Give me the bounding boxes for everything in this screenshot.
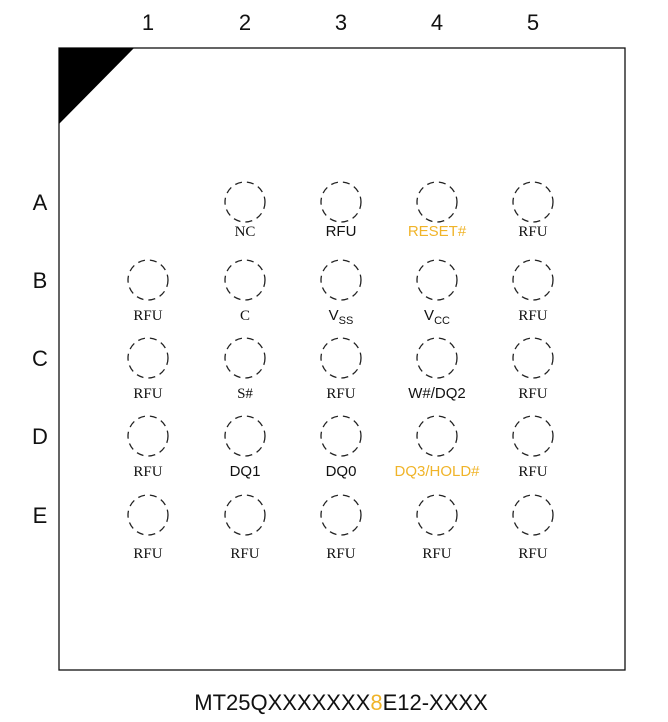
ball-label-text: RFU bbox=[422, 546, 452, 562]
ball-label-b5 bbox=[518, 308, 547, 324]
part-number-highlight: 8 bbox=[370, 690, 383, 715]
row-header-b: B bbox=[32, 268, 48, 293]
ball-label-b2 bbox=[240, 308, 250, 324]
row-header-e: E bbox=[32, 503, 48, 528]
ball-label-d5 bbox=[518, 464, 547, 480]
ball-label-text: RFU bbox=[133, 308, 163, 324]
column-headers bbox=[142, 10, 539, 35]
ball-label-text: RFU bbox=[518, 546, 548, 562]
column-header-5: 5 bbox=[526, 10, 540, 35]
ball-label-c2 bbox=[237, 386, 253, 402]
ball-label-subscript: SS bbox=[338, 315, 354, 327]
ball-label-text: C bbox=[239, 308, 251, 324]
row-header-d: D bbox=[32, 424, 48, 449]
ball-label-text: RFU bbox=[518, 224, 548, 240]
ball-label-d3 bbox=[326, 463, 357, 480]
ball-label-subscript: CC bbox=[434, 315, 450, 327]
ball-label-c4 bbox=[408, 385, 466, 402]
ball-label-text: RFU bbox=[326, 386, 356, 402]
ball-label-b1 bbox=[133, 308, 162, 324]
part-number-suffix: E12-XXXX bbox=[382, 690, 488, 715]
row-headers bbox=[32, 190, 48, 528]
ball-label-text: S# bbox=[237, 386, 253, 402]
ball-label-text: RFU bbox=[518, 308, 548, 324]
ball-label-text: RFU bbox=[518, 386, 548, 402]
ball-label-d4 bbox=[394, 463, 480, 480]
ball-label-e4 bbox=[422, 546, 451, 562]
ball-label-text: DQ0 bbox=[325, 463, 357, 480]
ball-label-text: RFU bbox=[133, 386, 163, 402]
ball-label-text: DQ3/HOLD# bbox=[394, 463, 480, 480]
ball-label-text: RESET# bbox=[407, 223, 467, 240]
ball-label-c3 bbox=[326, 386, 355, 402]
ball-label-text: RFU bbox=[133, 464, 163, 480]
package-outline bbox=[59, 48, 625, 670]
ball-label-text: RFU bbox=[230, 546, 260, 562]
ball-label-text: RFU bbox=[133, 546, 163, 562]
column-header-4: 4 bbox=[430, 10, 444, 35]
ball-label-text: DQ1 bbox=[229, 463, 261, 480]
ball-label-e3 bbox=[326, 546, 355, 562]
ball-label-text: RFU bbox=[518, 464, 548, 480]
ball-label-text: RFU bbox=[325, 223, 357, 240]
ball-label-text: W#/DQ2 bbox=[408, 385, 466, 402]
part-number-prefix: MT25QXXXXXXX bbox=[194, 690, 371, 715]
ball-label-e5 bbox=[518, 546, 547, 562]
part-number bbox=[194, 690, 488, 715]
ball-label-d1 bbox=[133, 464, 162, 480]
ball-label-a2 bbox=[235, 224, 256, 240]
ball-label-a4 bbox=[408, 223, 467, 240]
ball-label-a3 bbox=[326, 223, 357, 240]
column-header-2: 2 bbox=[238, 10, 252, 35]
ball-label-c5 bbox=[518, 386, 547, 402]
ball-label-text: V bbox=[328, 307, 339, 324]
ball-label-e2 bbox=[230, 546, 259, 562]
ball-label-a5 bbox=[518, 224, 547, 240]
ball-label-text: RFU bbox=[326, 546, 356, 562]
ball-label-c1 bbox=[133, 386, 162, 402]
column-header-3: 3 bbox=[334, 10, 348, 35]
column-header-1: 1 bbox=[141, 10, 155, 35]
row-header-c: C bbox=[32, 346, 48, 371]
row-header-a: A bbox=[32, 190, 48, 215]
ball-label-text: V bbox=[424, 307, 435, 324]
ball-label-d2 bbox=[230, 463, 261, 480]
ball-label-text: NC bbox=[234, 224, 256, 240]
ball-label-e1 bbox=[133, 546, 162, 562]
